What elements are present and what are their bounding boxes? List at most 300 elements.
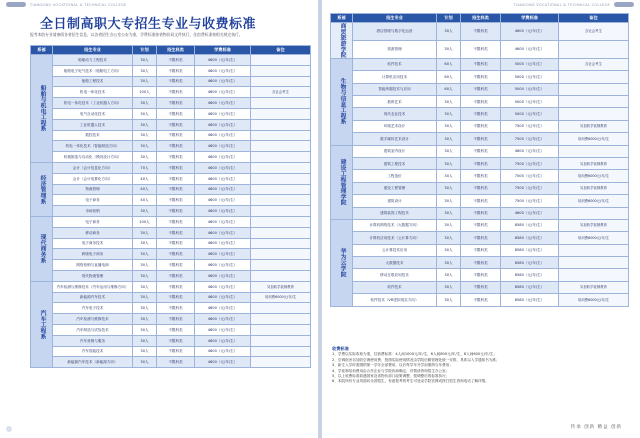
cell-fee: 4600（元/年/生） bbox=[195, 65, 251, 76]
cell-note: 培训费6000元/年/生 bbox=[559, 133, 629, 145]
cell-plan: 30人 bbox=[437, 182, 461, 194]
table-row bbox=[31, 55, 311, 66]
table-row bbox=[31, 206, 311, 217]
cell-type: 不限科类 bbox=[157, 108, 195, 119]
cell-fee: 4600（元/年/生） bbox=[195, 195, 251, 206]
cell-major: 会计（会计电算化方向） bbox=[53, 173, 133, 184]
cell-note bbox=[251, 357, 311, 368]
cell-plan: 100人 bbox=[133, 87, 157, 98]
cell-major: 汽车检测与维修技术 bbox=[53, 314, 133, 325]
cell-note: 培训费6000元/年/生 bbox=[559, 170, 629, 182]
cell-fee: 4600（元/年/生） bbox=[195, 98, 251, 109]
table-row bbox=[31, 87, 311, 98]
cell-note bbox=[251, 98, 311, 109]
table-row bbox=[31, 238, 311, 249]
cell-type: 不限科类 bbox=[461, 71, 501, 83]
cell-note bbox=[251, 314, 311, 325]
table-row bbox=[331, 269, 629, 281]
cell-major: 建筑室内设计 bbox=[353, 145, 437, 157]
cell-fee: 4600（元/年/生） bbox=[195, 238, 251, 249]
cell-plan: 30人 bbox=[133, 357, 157, 368]
right-header bbox=[322, 0, 640, 9]
cell-note: 另加收学徒制教育 bbox=[251, 281, 311, 292]
cell-plan: 30人 bbox=[133, 281, 157, 292]
page-title: 全日制高职大专招生专业与收费标准 bbox=[40, 17, 257, 32]
cell-plan: 30人 bbox=[437, 294, 461, 306]
cell-type: 不限科类 bbox=[157, 249, 195, 260]
cell-major: 汽车制造与试验技术 bbox=[53, 324, 133, 335]
cell-note: 培训费6000元/年/生 bbox=[559, 232, 629, 244]
cell-type: 不限科类 bbox=[461, 232, 501, 244]
table-row bbox=[31, 292, 311, 303]
cell-fee: 4600（元/年/生） bbox=[195, 314, 251, 325]
cell-type: 不限科类 bbox=[157, 98, 195, 109]
table-row bbox=[31, 227, 311, 238]
cell-fee: 4600（元/年/生） bbox=[501, 145, 559, 157]
cell-fee: 4600（元/年/生） bbox=[195, 141, 251, 152]
college-logo-icon bbox=[614, 2, 634, 7]
table-row bbox=[31, 324, 311, 335]
notes-title: 收费标准 bbox=[332, 346, 349, 351]
cell-fee: 5000（元/年/生） bbox=[501, 71, 559, 83]
column-header: 招生专业 bbox=[53, 46, 133, 55]
cell-fee: 5000（元/年/生） bbox=[501, 108, 559, 120]
table-row bbox=[31, 216, 311, 227]
cell-plan: 30人 bbox=[133, 206, 157, 217]
cell-fee: 4600（元/年/生） bbox=[195, 292, 251, 303]
cell-type: 不限科类 bbox=[461, 157, 501, 169]
cell-plan: 30人 bbox=[437, 207, 461, 219]
cell-major: 新能源汽车技术（新能源方向） bbox=[53, 357, 133, 368]
cell-type: 不限科类 bbox=[461, 281, 501, 293]
cell-note bbox=[251, 303, 311, 314]
cell-major: 物流管理 bbox=[53, 184, 133, 195]
cell-plan: 30人 bbox=[133, 119, 157, 130]
cell-type: 不限科类 bbox=[157, 357, 195, 368]
note-line: 1、学费以实际收取为准，住宿费标准：4人间1000元/年/生，6人间800元/年/生，8人间600元/年/生； bbox=[332, 352, 498, 357]
right-page bbox=[322, 0, 640, 438]
cell-type: 不限科类 bbox=[461, 170, 501, 182]
cell-note bbox=[251, 270, 311, 281]
cell-fee: 8580（元/年/生） bbox=[501, 294, 559, 306]
table-row bbox=[331, 182, 629, 194]
cell-major: 软件技术（VR虚拟现实方向） bbox=[353, 294, 437, 306]
table-row bbox=[331, 232, 629, 244]
cell-major: 现代物流管理 bbox=[53, 270, 133, 281]
table-row bbox=[31, 303, 311, 314]
cell-note: 含社会考生 bbox=[559, 23, 629, 41]
cell-type: 不限科类 bbox=[157, 216, 195, 227]
department-cell: 汽车工程系 bbox=[31, 281, 53, 367]
cell-note bbox=[251, 195, 311, 206]
column-header: 招生科类 bbox=[461, 14, 501, 23]
cell-plan: 30人 bbox=[133, 227, 157, 238]
cell-plan: 40人 bbox=[133, 184, 157, 195]
cell-fee: 4600（元/年/生） bbox=[195, 249, 251, 260]
cell-note: 另加收学徒制教育 bbox=[559, 281, 629, 293]
cell-note bbox=[251, 238, 311, 249]
cell-fee: 4600（元/年/生） bbox=[195, 87, 251, 98]
cell-type: 不限科类 bbox=[157, 260, 195, 271]
cell-type: 不限科类 bbox=[157, 281, 195, 292]
cell-plan: 30人 bbox=[437, 120, 461, 132]
cell-plan: 30人 bbox=[133, 249, 157, 260]
cell-major: 汽车智能技术 bbox=[53, 346, 133, 357]
cell-fee: 7500（元/年/生） bbox=[501, 170, 559, 182]
cell-plan: 30人 bbox=[133, 108, 157, 119]
cell-plan: 30人 bbox=[437, 281, 461, 293]
cell-type: 不限科类 bbox=[157, 206, 195, 217]
cell-note bbox=[559, 269, 629, 281]
cell-note bbox=[559, 71, 629, 83]
table-row bbox=[31, 108, 311, 119]
cell-plan: 30人 bbox=[133, 55, 157, 66]
table-row bbox=[31, 162, 311, 173]
cell-major: 酒店管理与数字化运营 bbox=[353, 23, 437, 41]
table-row bbox=[331, 133, 629, 145]
cell-fee: 4600（元/年/生） bbox=[195, 152, 251, 163]
cell-fee: 8580（元/年/生） bbox=[501, 219, 559, 231]
column-header: 备注 bbox=[559, 14, 629, 23]
note-line: 4、学徒制培训费用由合作企业与学院协商确定，详情请咨询招生办公室； bbox=[332, 368, 450, 373]
cell-fee: 4600（元/年/生） bbox=[501, 40, 559, 58]
cell-plan: 60人 bbox=[437, 58, 461, 70]
cell-major: 电子商务 bbox=[53, 195, 133, 206]
cell-plan: 30人 bbox=[133, 238, 157, 249]
cell-plan: 30人 bbox=[133, 152, 157, 163]
column-header: 计划 bbox=[133, 46, 157, 55]
cell-type: 不限科类 bbox=[461, 182, 501, 194]
cell-note bbox=[251, 184, 311, 195]
cell-type: 不限科类 bbox=[461, 145, 501, 157]
cell-fee: 7500（元/年/生） bbox=[501, 120, 559, 132]
cell-plan: 30人 bbox=[437, 157, 461, 169]
cell-major: 汽车检测与维修技术（汽车运用与维修方向） bbox=[53, 281, 133, 292]
cell-plan: 30人 bbox=[437, 269, 461, 281]
table-row bbox=[31, 65, 311, 76]
cell-plan: 30人 bbox=[133, 65, 157, 76]
table-row bbox=[31, 119, 311, 130]
cell-note bbox=[559, 257, 629, 269]
note-line: 3、新生入学时需缴纳第一学年全部费用，以后每学年开学前缴纳当年费用； bbox=[332, 363, 453, 368]
cell-plan: 30人 bbox=[437, 23, 461, 41]
table-row bbox=[331, 145, 629, 157]
cell-plan: 30人 bbox=[437, 145, 461, 157]
cell-type: 不限科类 bbox=[157, 65, 195, 76]
cell-major: 云计算技术应用 bbox=[353, 244, 437, 256]
cell-type: 不限科类 bbox=[461, 257, 501, 269]
department-cell: 经济管理系 bbox=[31, 162, 53, 216]
table-row bbox=[331, 244, 629, 256]
cell-type: 不限科类 bbox=[461, 95, 501, 107]
cell-major: 大数据技术 bbox=[353, 257, 437, 269]
cell-type: 不限科类 bbox=[157, 141, 195, 152]
cell-plan: 40人 bbox=[133, 173, 157, 184]
table-row bbox=[331, 23, 629, 41]
cell-fee: 7500（元/年/生） bbox=[501, 133, 559, 145]
cell-major: 软件技术 bbox=[353, 281, 437, 293]
column-header: 招生科类 bbox=[157, 46, 195, 55]
cell-type: 不限科类 bbox=[461, 58, 501, 70]
cell-fee: 5000（元/年/生） bbox=[501, 95, 559, 107]
cell-major: 移动商务 bbox=[53, 227, 133, 238]
table-row bbox=[331, 207, 629, 219]
table-row bbox=[31, 314, 311, 325]
cell-plan: 30人 bbox=[437, 95, 461, 107]
table-row bbox=[31, 281, 311, 292]
cell-note bbox=[251, 130, 311, 141]
cell-note: 另加收学徒制教育 bbox=[559, 157, 629, 169]
table-row bbox=[331, 83, 629, 95]
right-header-text: TIANGONG VOCATIONAL & TECHNICAL COLLEGE bbox=[513, 2, 610, 7]
left-table-header-row bbox=[31, 46, 311, 55]
cell-type: 不限科类 bbox=[157, 324, 195, 335]
left-page bbox=[0, 0, 318, 438]
cell-plan: 30人 bbox=[133, 335, 157, 346]
cell-plan: 30人 bbox=[133, 130, 157, 141]
cell-fee: 8580（元/年/生） bbox=[501, 269, 559, 281]
cell-note: 含社会考生 bbox=[559, 58, 629, 70]
cell-note bbox=[559, 207, 629, 219]
cell-major: 市场营销 bbox=[53, 206, 133, 217]
cell-major: 智能终端技术与应用 bbox=[353, 83, 437, 95]
cell-major: 工业机器人技术 bbox=[53, 119, 133, 130]
table-row bbox=[331, 40, 629, 58]
cell-fee: 8580（元/年/生） bbox=[501, 244, 559, 256]
table-row bbox=[31, 346, 311, 357]
fee-notes bbox=[332, 346, 632, 385]
cell-type: 不限科类 bbox=[461, 83, 501, 95]
note-line: 6、本院所有专业均面向全国招生，有意报考的考生可登录学院官网或拨打招生咨询电话了解详情。 bbox=[332, 379, 489, 384]
table-row bbox=[331, 71, 629, 83]
table-row bbox=[331, 157, 629, 169]
cell-plan: 30人 bbox=[133, 270, 157, 281]
table-row bbox=[331, 294, 629, 306]
cell-type: 不限科类 bbox=[461, 244, 501, 256]
cell-plan: 30人 bbox=[133, 346, 157, 357]
cell-note bbox=[251, 216, 311, 227]
table-row bbox=[31, 335, 311, 346]
cell-plan: 70人 bbox=[133, 162, 157, 173]
cell-major: 电气自动化技术 bbox=[53, 108, 133, 119]
note-line: 2、空调宿舍另加收空调使用费，按照实际使用情况由学院后勤管理处统一安排，具体以入学通知书为准； bbox=[332, 357, 500, 362]
cell-note bbox=[251, 227, 311, 238]
cell-plan: 30人 bbox=[133, 303, 157, 314]
cell-plan: 30人 bbox=[437, 40, 461, 58]
cell-note: 培训费6000元/年/生 bbox=[251, 292, 311, 303]
cell-major: 数控技术 bbox=[53, 130, 133, 141]
cell-major: 建筑设计 bbox=[353, 195, 437, 207]
cell-plan: 30人 bbox=[133, 314, 157, 325]
cell-fee: 4600（元/年/生） bbox=[195, 303, 251, 314]
intro-text: 报考本院专业请参阅各省招生信息，以各省招生办公室公布为准，学费标准按省物价局文件执行，住宿费标准按相关规定执行。 bbox=[30, 32, 243, 37]
cell-major: 建设工程管理 bbox=[353, 182, 437, 194]
cell-major: 电子商务 bbox=[53, 216, 133, 227]
table-row bbox=[31, 195, 311, 206]
cell-major: 船舶工程技术 bbox=[53, 76, 133, 87]
table-row bbox=[331, 58, 629, 70]
cell-major: 计算机应用技术（云计算方向） bbox=[353, 232, 437, 244]
cell-type: 不限科类 bbox=[461, 207, 501, 219]
cell-fee: 4600（元/年/生） bbox=[195, 76, 251, 87]
department-cell: 现代商务系 bbox=[31, 216, 53, 281]
cell-plan: 30人 bbox=[437, 244, 461, 256]
cell-fee: 4600（元/年/生） bbox=[501, 207, 559, 219]
cell-type: 不限科类 bbox=[157, 227, 195, 238]
department-cell: 商贸旅游学院 bbox=[331, 23, 353, 59]
right-fee-table bbox=[330, 13, 629, 307]
cell-plan: 100人 bbox=[133, 216, 157, 227]
right-table-header-row bbox=[331, 14, 629, 23]
cell-fee: 4600（元/年/生） bbox=[195, 346, 251, 357]
cell-type: 不限科类 bbox=[157, 173, 195, 184]
cell-fee: 4600（元/年/生） bbox=[195, 55, 251, 66]
cell-type: 不限科类 bbox=[461, 40, 501, 58]
cell-fee: 4600（元/年/生） bbox=[195, 281, 251, 292]
cell-fee: 4600（元/年/生） bbox=[195, 324, 251, 335]
table-row bbox=[31, 173, 311, 184]
table-row bbox=[331, 281, 629, 293]
cell-type: 不限科类 bbox=[461, 108, 501, 120]
cell-major: 软件技术 bbox=[353, 58, 437, 70]
cell-note bbox=[251, 260, 311, 271]
cell-major: 旅游管理 bbox=[353, 40, 437, 58]
cell-plan: 30人 bbox=[133, 141, 157, 152]
cell-plan: 30人 bbox=[133, 76, 157, 87]
cell-plan: 30人 bbox=[133, 260, 157, 271]
cell-plan: 30人 bbox=[133, 324, 157, 335]
cell-plan: 40人 bbox=[133, 195, 157, 206]
cell-major: 工程造价 bbox=[353, 170, 437, 182]
column-header: 学费标准 bbox=[501, 14, 559, 23]
department-cell: 华为云学院 bbox=[331, 219, 353, 306]
cell-note bbox=[559, 95, 629, 107]
table-row bbox=[31, 98, 311, 109]
cell-major: 汽车营销与服务 bbox=[53, 335, 133, 346]
cell-type: 不限科类 bbox=[157, 55, 195, 66]
cell-fee: 4600（元/年/生） bbox=[195, 270, 251, 281]
cell-fee: 7500（元/年/生） bbox=[501, 157, 559, 169]
cell-note bbox=[559, 83, 629, 95]
cell-major: 环境艺术设计 bbox=[353, 120, 437, 132]
corner-dot-icon bbox=[6, 426, 12, 432]
cell-note bbox=[251, 119, 311, 130]
cell-type: 不限科类 bbox=[157, 162, 195, 173]
table-row bbox=[31, 260, 311, 271]
cell-major: 机电一体化技术（工业机器人方向） bbox=[53, 98, 133, 109]
page-footer: 传承 创新 精益 创新 bbox=[570, 425, 622, 430]
cell-note: 另加收学徒制教育 bbox=[559, 182, 629, 194]
table-row bbox=[331, 108, 629, 120]
cell-note bbox=[559, 145, 629, 157]
cell-plan: 30人 bbox=[437, 170, 461, 182]
cell-fee: 4600（元/年/生） bbox=[195, 227, 251, 238]
column-header: 计划 bbox=[437, 14, 461, 23]
cell-type: 不限科类 bbox=[461, 269, 501, 281]
cell-type: 不限科类 bbox=[157, 76, 195, 87]
cell-note bbox=[559, 244, 629, 256]
column-header: 招生专业 bbox=[353, 14, 437, 23]
cell-type: 不限科类 bbox=[157, 335, 195, 346]
table-row bbox=[331, 195, 629, 207]
cell-plan: 30人 bbox=[437, 257, 461, 269]
column-header: 系部 bbox=[331, 14, 353, 23]
cell-plan: 30人 bbox=[437, 219, 461, 231]
cell-major: 计算机网络技术（大数据方向） bbox=[353, 219, 437, 231]
cell-type: 不限科类 bbox=[157, 238, 195, 249]
cell-note bbox=[251, 346, 311, 357]
notes-list bbox=[332, 352, 632, 384]
cell-major: 机电一体化技术 bbox=[53, 87, 133, 98]
cell-type: 不限科类 bbox=[461, 195, 501, 207]
college-logo-icon bbox=[6, 2, 26, 7]
cell-major: 汽车电子技术 bbox=[53, 303, 133, 314]
column-header: 系部 bbox=[31, 46, 53, 55]
cell-major: 移动互联应用技术 bbox=[353, 269, 437, 281]
table-row bbox=[331, 120, 629, 132]
left-header bbox=[0, 0, 318, 9]
cell-major: 网络营销与直播电商 bbox=[53, 260, 133, 271]
cell-fee: 8580（元/年/生） bbox=[501, 281, 559, 293]
cell-type: 不限科类 bbox=[157, 119, 195, 130]
cell-plan: 30人 bbox=[437, 195, 461, 207]
table-row bbox=[31, 357, 311, 368]
cell-type: 不限科类 bbox=[157, 184, 195, 195]
cell-type: 不限科类 bbox=[157, 303, 195, 314]
cell-fee: 8580（元/年/生） bbox=[501, 257, 559, 269]
cell-type: 不限科类 bbox=[157, 152, 195, 163]
cell-plan: 30人 bbox=[133, 98, 157, 109]
cell-fee: 4600（元/年/生） bbox=[195, 173, 251, 184]
left-header-text: TIANGONG VOCATIONAL & TECHNICAL COLLEGE bbox=[30, 2, 127, 7]
cell-major: 数字媒体艺术设计 bbox=[353, 133, 437, 145]
cell-note bbox=[251, 141, 311, 152]
table-row bbox=[331, 257, 629, 269]
cell-note bbox=[251, 173, 311, 184]
column-header: 学费标准 bbox=[195, 46, 251, 55]
cell-fee: 4600（元/年/生） bbox=[195, 260, 251, 271]
cell-note: 含社会考生 bbox=[251, 87, 311, 98]
cell-fee: 4600（元/年/生） bbox=[195, 206, 251, 217]
cell-fee: 4600（元/年/生） bbox=[195, 130, 251, 141]
cell-major: 会计（会计信息化方向） bbox=[53, 162, 133, 173]
cell-type: 不限科类 bbox=[157, 130, 195, 141]
cell-fee: 5000（元/年/生） bbox=[501, 83, 559, 95]
cell-plan: 60人 bbox=[437, 83, 461, 95]
cell-type: 不限科类 bbox=[461, 133, 501, 145]
cell-note bbox=[251, 335, 311, 346]
department-cell: 建设工程管理学院 bbox=[331, 145, 353, 219]
table-row bbox=[31, 249, 311, 260]
cell-note: 另加收学徒制教育 bbox=[559, 219, 629, 231]
cell-plan: 60人 bbox=[437, 71, 461, 83]
cell-type: 不限科类 bbox=[157, 314, 195, 325]
cell-plan: 30人 bbox=[133, 292, 157, 303]
table-row bbox=[31, 270, 311, 281]
cell-note bbox=[251, 162, 311, 173]
cell-type: 不限科类 bbox=[461, 294, 501, 306]
table-row bbox=[331, 95, 629, 107]
cell-major: 机械制造与自动化（模具设计方向） bbox=[53, 152, 133, 163]
cell-note bbox=[251, 249, 311, 260]
cell-major: 新能源汽车技术 bbox=[53, 292, 133, 303]
cell-major: 船舶电子电气技术（船舶电工方向） bbox=[53, 65, 133, 76]
cell-fee: 4600（元/年/生） bbox=[195, 335, 251, 346]
cell-plan: 30人 bbox=[437, 108, 461, 120]
cell-major: 建筑工程技术 bbox=[353, 157, 437, 169]
cell-major: 机电一体化技术（智能制造方向） bbox=[53, 141, 133, 152]
note-line: 5、以上收费标准如遇国家及省物价部门政策调整，按调整后的标准执行； bbox=[332, 374, 450, 379]
